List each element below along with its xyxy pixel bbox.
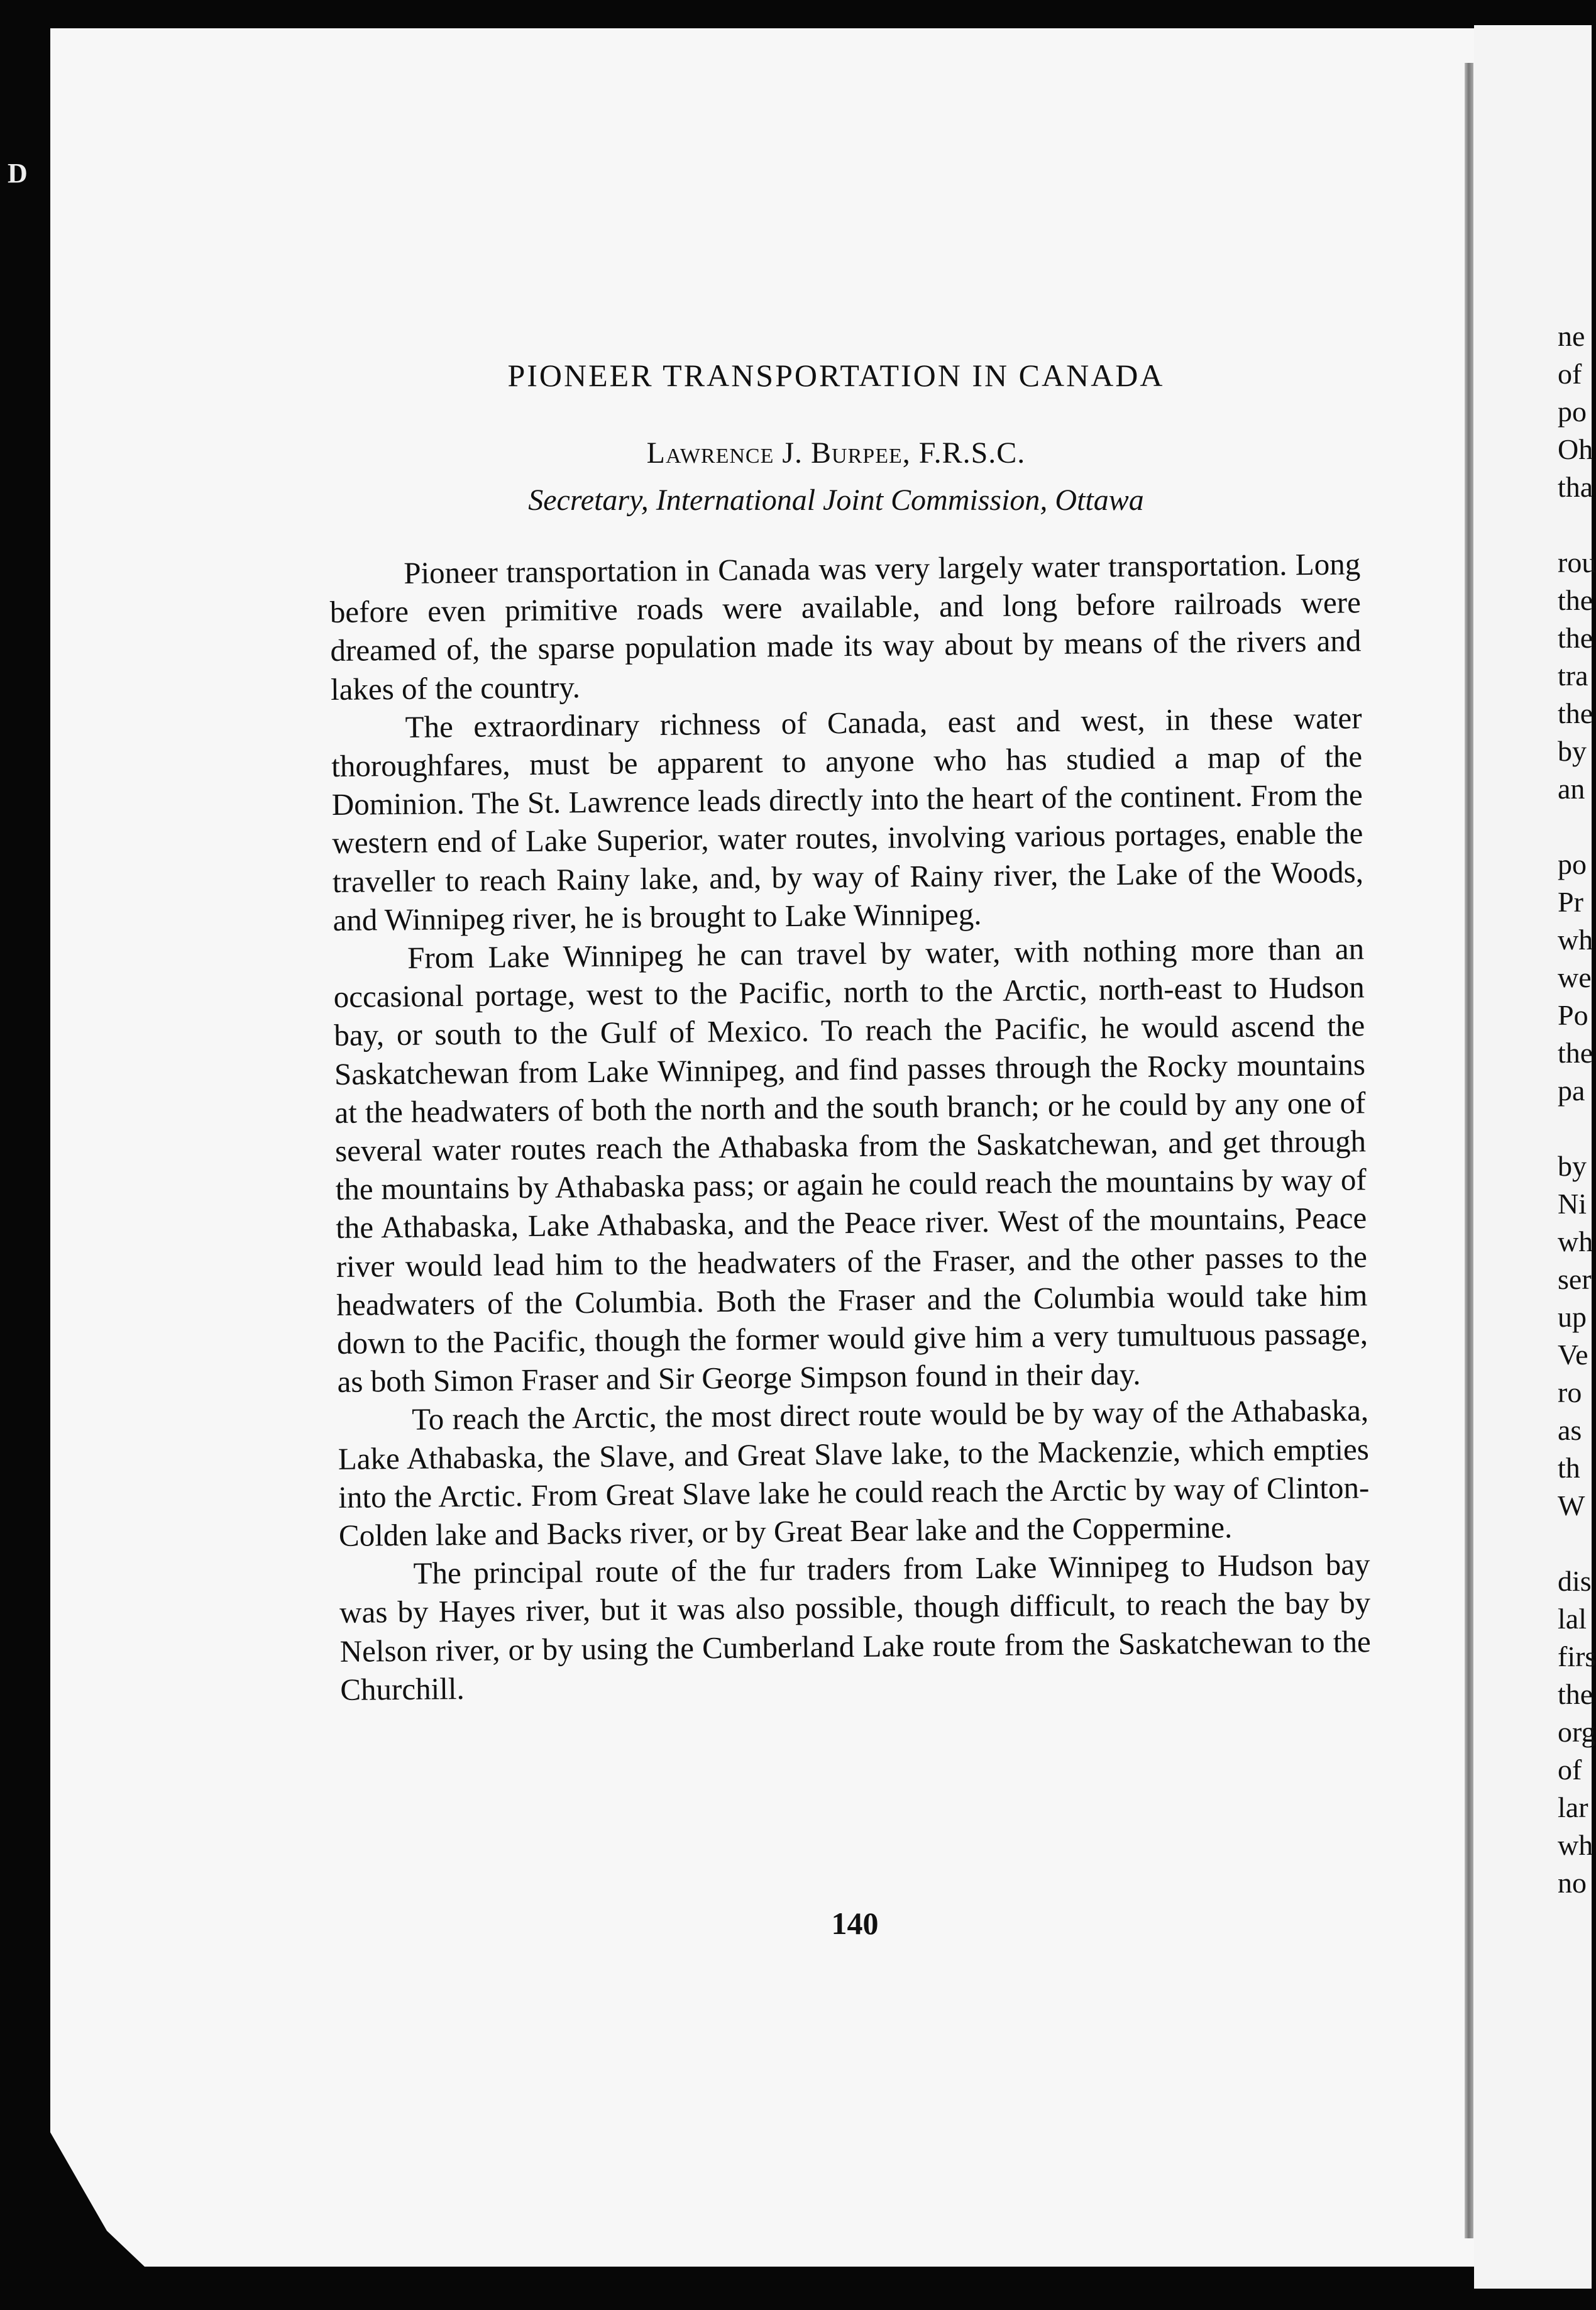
facing-page-fragment: Ve <box>1558 1339 1588 1371</box>
paragraph: Pioneer transportation in Canada was very largely water transportation. Long before even primitive roads were available, and long before railroads were dreamed of, the sparse population made its way about by means of the rivers and lakes of the country. <box>329 546 1362 707</box>
facing-page-fragment: we <box>1558 961 1592 993</box>
facing-page-fragment: th <box>1558 1452 1580 1484</box>
facing-page-fragment: the <box>1558 584 1593 616</box>
facing-page-fragment: ne <box>1558 320 1585 352</box>
article-body <box>329 544 1372 1709</box>
corner-mark: D <box>8 158 28 189</box>
facing-page-fragment: wh <box>1558 1829 1593 1861</box>
facing-page-fragment: up <box>1558 1301 1587 1333</box>
facing-page-fragment: W <box>1558 1489 1585 1522</box>
article-author: Lawrence J. Burpee, F.R.S.C. <box>646 436 1026 470</box>
facing-page-fragment: no <box>1558 1867 1587 1899</box>
facing-page-fragment: po <box>1558 395 1587 428</box>
facing-page-fragment: Oh <box>1558 433 1593 465</box>
facing-page-fragment: po <box>1558 848 1587 880</box>
facing-page-fragment: tra <box>1558 660 1588 692</box>
facing-page-fragment: of <box>1558 1754 1582 1786</box>
facing-page-fragment: wh <box>1558 1225 1593 1257</box>
facing-page-fragment: pa <box>1558 1075 1585 1107</box>
facing-page-fragment: ro <box>1558 1376 1582 1408</box>
facing-page-fragment: Po <box>1558 999 1588 1031</box>
facing-page-fragment: by <box>1558 1150 1587 1182</box>
facing-page-fragment: firs <box>1558 1640 1596 1672</box>
facing-page-fragment: the <box>1558 697 1593 729</box>
facing-page-fragment: dis <box>1558 1565 1592 1597</box>
facing-page-fragment: Ni <box>1558 1188 1587 1220</box>
paragraph: From Lake Winnipeg he can travel by water, with nothing more than an occasional portage, west to the Pacific, north to the Arctic, north-east to Hudson bay, or south to the Gulf of Mexico. To reach the Pacific, he would ascend the Saskatchewan from Lake Winnipeg, and find passes through the Rocky mountains at the headwaters of both the north and the south branch; or he could by any one of several water routes reach the Athabaska from the Saskatchewan, and get through the mountains by Athabaska pass; or again he could reach the mountains by way of the Athabaska, Lake Athabaska, and the Peace river. West of the mountains, Peace river would lead him to the headwaters of the Fraser, and the other passes to the headwaters of the Columbia. Both the Fraser and the Columbia would take him down to the Pacific, though the former would give him a very tumultuous passage, as both Simon Fraser and Sir George Simpson found in their day. <box>333 931 1368 1400</box>
facing-page-fragment: wh <box>1558 924 1593 956</box>
page-number: 140 <box>831 1906 879 1941</box>
facing-page-fragment: as <box>1558 1414 1582 1446</box>
paragraph: To reach the Arctic, the most direct route would be by way of the Athabaska, Lake Athabaska, the Slave, and Great Slave lake, to the Mackenzie, which empties into the Arctic. From Great Slave lake he could reach the Arctic by way of Clinton-Colden lake and Backs river, or by Great Bear lake and the Coppermine. <box>338 1393 1370 1554</box>
facing-page-fragment: of <box>1558 358 1582 390</box>
facing-page-fragment: lal <box>1558 1603 1587 1635</box>
paragraph: The extraordinary richness of Canada, east and west, in these water thoroughfares, must be apparent to anyone who has studied a map of the Dominion. The St. Lawrence leads directly into the heart of the continent. From the western end of Lake Superior, water routes, involving various portages, enable the traveller to reach Rainy lake, and, by way of Rainy river, the Lake of the Woods, and Winnipeg river, he is brought to Lake Winnipeg. <box>331 700 1364 937</box>
facing-page-fragment: by <box>1558 735 1587 767</box>
author-affiliation: Secretary, International Joint Commission, Ottawa <box>528 484 1144 517</box>
facing-page-fragment: lar <box>1558 1791 1588 1823</box>
facing-page-fragment: Pr <box>1558 886 1583 918</box>
facing-page-fragment: the <box>1558 1678 1593 1710</box>
facing-page-fragment: the <box>1558 622 1593 654</box>
facing-page-fragment: rou <box>1558 546 1596 578</box>
paragraph: The principal route of the fur traders from Lake Winnipeg to Hudson bay was by Hayes river, but it was also possible, though difficult, to reach the bay by Nelson river, or by using the Cumberland Lake route from the Saskatchewan to the Churchill. <box>339 1547 1371 1707</box>
facing-page-fragment: org <box>1558 1716 1596 1748</box>
facing-page-fragment: an <box>1558 773 1585 805</box>
article-title: PIONEER TRANSPORTATION IN CANADA <box>507 358 1165 393</box>
facing-page-fragment: ser <box>1558 1263 1592 1295</box>
book-gutter <box>1465 63 1473 2238</box>
facing-page-fragment: tha <box>1558 471 1593 503</box>
facing-page-fragment: the <box>1558 1037 1593 1069</box>
